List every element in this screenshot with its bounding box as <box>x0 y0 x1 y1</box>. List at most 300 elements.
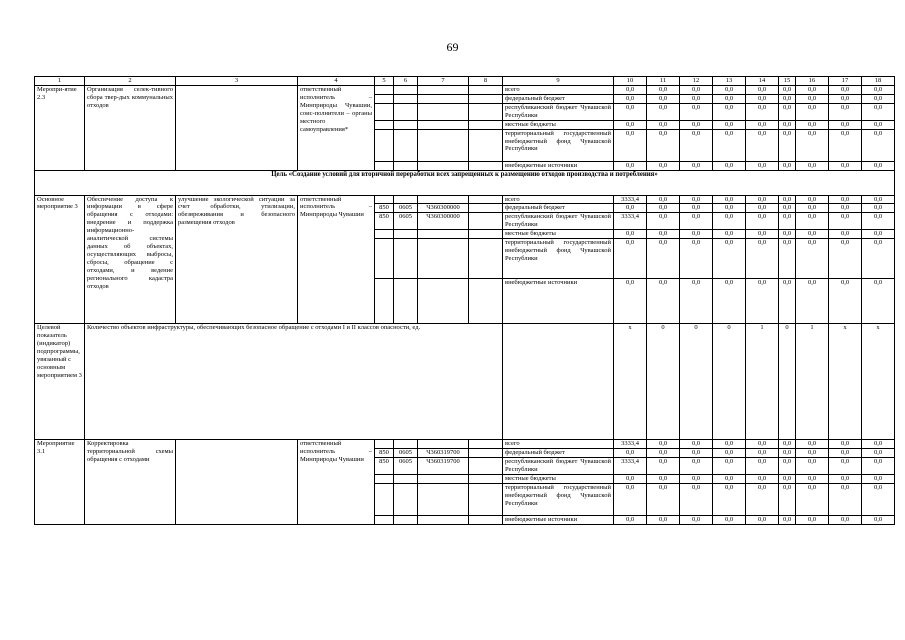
value-cell: 0,0 <box>680 129 713 161</box>
column-header: 15 <box>779 77 796 86</box>
value-cell: 0,0 <box>746 457 779 474</box>
funding-source: местные бюджеты <box>503 120 614 129</box>
value-cell: 0,0 <box>614 515 647 524</box>
value-cell: 0,0 <box>746 103 779 120</box>
code-cell <box>469 515 503 524</box>
value-cell: 0,0 <box>680 195 713 204</box>
value-cell: 0,0 <box>796 279 829 324</box>
value-cell: 0,0 <box>862 120 895 129</box>
code-cell: 850 <box>375 449 394 458</box>
code-cell <box>469 457 503 474</box>
column-header: 14 <box>746 77 779 86</box>
code-cell <box>375 195 394 204</box>
code-cell <box>469 204 503 213</box>
value-cell: 0,0 <box>713 474 746 483</box>
value-cell: 0,0 <box>680 440 713 449</box>
code-cell <box>418 86 469 95</box>
value-cell: 0,0 <box>829 279 862 324</box>
value-cell: 0,0 <box>862 129 895 161</box>
funding-source: местные бюджеты <box>503 474 614 483</box>
value-cell: 0,0 <box>647 474 680 483</box>
value-cell: 0,0 <box>829 515 862 524</box>
code-cell <box>394 239 418 279</box>
column-header: 7 <box>418 77 469 86</box>
funding-source: федеральный бюджет <box>503 449 614 458</box>
value-cell: 0,0 <box>796 195 829 204</box>
code-cell <box>394 103 418 120</box>
code-cell: Ч360300000 <box>418 213 469 230</box>
value-cell: 0,0 <box>779 279 796 324</box>
executor: ответственный исполнитель – Минприроды Чувашии <box>298 195 375 324</box>
value-cell: 0,0 <box>713 440 746 449</box>
value-cell: 0,0 <box>862 239 895 279</box>
value-cell: 0,0 <box>746 120 779 129</box>
value-cell: 0,0 <box>779 94 796 103</box>
value-cell: 0,0 <box>713 213 746 230</box>
table-body <box>35 77 895 525</box>
value-cell: 0,0 <box>647 129 680 161</box>
value-cell: 0,0 <box>614 483 647 515</box>
value-cell: 0,0 <box>614 230 647 239</box>
value-cell: 0,0 <box>862 86 895 95</box>
value-cell: 0,0 <box>713 195 746 204</box>
value-cell: 0,0 <box>614 94 647 103</box>
code-cell <box>394 515 418 524</box>
value-cell: 0,0 <box>829 94 862 103</box>
funding-source: республиканский бюджет Чувашской Республики <box>503 103 614 120</box>
code-cell <box>418 515 469 524</box>
value-cell: 0,0 <box>680 474 713 483</box>
value-cell: 0,0 <box>779 230 796 239</box>
code-cell <box>469 239 503 279</box>
code-cell: 0605 <box>394 213 418 230</box>
value-cell: 0,0 <box>779 103 796 120</box>
value-cell: 0,0 <box>779 449 796 458</box>
value-cell: 0,0 <box>862 440 895 449</box>
value-cell: 0,0 <box>713 129 746 161</box>
value-cell: 0,0 <box>713 449 746 458</box>
funding-source: всего <box>503 86 614 95</box>
value-cell: 0,0 <box>713 86 746 95</box>
value-cell: 0,0 <box>796 457 829 474</box>
event-name: Основное мероприятие 3 <box>35 195 85 324</box>
event-name: Мероприятие 3.1 <box>35 440 85 525</box>
code-cell <box>375 440 394 449</box>
code-cell <box>375 279 394 324</box>
code-cell <box>394 279 418 324</box>
value-cell: 0,0 <box>829 204 862 213</box>
value-cell: 0,0 <box>746 129 779 161</box>
code-cell <box>418 120 469 129</box>
event-description: Организация селек-тивного сбора твер-дых коммунальных отходов <box>85 86 176 171</box>
value-cell: 0,0 <box>680 483 713 515</box>
value-cell: 0,0 <box>614 86 647 95</box>
value-cell: 0,0 <box>713 515 746 524</box>
code-cell <box>375 94 394 103</box>
column-header: 4 <box>298 77 375 86</box>
code-cell <box>394 86 418 95</box>
value-cell: 0,0 <box>779 483 796 515</box>
indicator-value: x <box>829 324 862 440</box>
code-cell <box>469 230 503 239</box>
value-cell: 0,0 <box>713 161 746 170</box>
code-cell <box>469 279 503 324</box>
code-cell <box>469 440 503 449</box>
value-cell: 0,0 <box>829 129 862 161</box>
value-cell: 0,0 <box>647 279 680 324</box>
code-cell <box>375 239 394 279</box>
value-cell: 0,0 <box>779 195 796 204</box>
code-cell <box>375 129 394 161</box>
funding-source: всего <box>503 195 614 204</box>
value-cell: 0,0 <box>796 86 829 95</box>
value-cell: 0,0 <box>862 483 895 515</box>
value-cell: 0,0 <box>862 474 895 483</box>
value-cell: 0,0 <box>829 483 862 515</box>
value-cell: 0,0 <box>796 483 829 515</box>
value-cell: 0,0 <box>779 239 796 279</box>
code-cell <box>418 239 469 279</box>
code-cell <box>469 483 503 515</box>
value-cell: 0,0 <box>647 86 680 95</box>
code-cell <box>469 86 503 95</box>
indicator-label: Целевой показатель (индикатор) подпрограммы, увязанный с основным мероприятием 3 <box>35 324 85 440</box>
code-cell <box>394 94 418 103</box>
code-cell <box>394 440 418 449</box>
code-cell <box>375 86 394 95</box>
indicator-value: x <box>862 324 895 440</box>
value-cell: 0,0 <box>779 161 796 170</box>
code-cell <box>469 195 503 204</box>
event-result: улучшение экологической ситуации за счет обработки, утилизации, обезвреживания и безопасного размещения отходов <box>176 195 298 324</box>
code-cell <box>469 161 503 170</box>
value-cell: 0,0 <box>779 204 796 213</box>
value-cell: 0,0 <box>796 230 829 239</box>
value-cell: 0,0 <box>796 515 829 524</box>
value-cell: 0,0 <box>796 239 829 279</box>
value-cell: 0,0 <box>862 94 895 103</box>
column-header: 1 <box>35 77 85 86</box>
value-cell: 0,0 <box>647 94 680 103</box>
column-header: 10 <box>614 77 647 86</box>
value-cell: 0,0 <box>829 161 862 170</box>
value-cell: 0,0 <box>796 213 829 230</box>
code-cell <box>394 195 418 204</box>
value-cell: 0,0 <box>647 515 680 524</box>
value-cell: 0,0 <box>746 279 779 324</box>
code-cell <box>469 120 503 129</box>
page-number: 69 <box>446 40 459 54</box>
value-cell: 3333,4 <box>614 195 647 204</box>
column-header: 18 <box>862 77 895 86</box>
value-cell: 0,0 <box>647 239 680 279</box>
value-cell: 0,0 <box>746 515 779 524</box>
value-cell: 0,0 <box>713 279 746 324</box>
value-cell: 0,0 <box>614 120 647 129</box>
code-cell <box>418 483 469 515</box>
column-header: 16 <box>796 77 829 86</box>
value-cell: 0,0 <box>796 120 829 129</box>
value-cell: 0,0 <box>829 239 862 279</box>
value-cell: 0,0 <box>829 449 862 458</box>
column-header: 5 <box>375 77 394 86</box>
value-cell: 0,0 <box>680 161 713 170</box>
code-cell <box>418 440 469 449</box>
value-cell: 0,0 <box>829 120 862 129</box>
value-cell: 0,0 <box>796 474 829 483</box>
event-description: Обеспечение доступа к информации в сфере обращения с отходами: внедрение и поддержка информационно-аналитической системы данных об объектах, осуществляющих выбросы, сбросы, обращение с отходами, и ведение регионального кадастра отходов <box>85 195 176 324</box>
code-cell: 0605 <box>394 449 418 458</box>
value-cell: 0,0 <box>746 86 779 95</box>
code-cell <box>375 161 394 170</box>
value-cell: 0,0 <box>779 440 796 449</box>
value-cell: 0,0 <box>680 120 713 129</box>
value-cell: 0,0 <box>614 449 647 458</box>
funding-row <box>35 86 895 95</box>
funding-source: федеральный бюджет <box>503 94 614 103</box>
value-cell: 0,0 <box>680 94 713 103</box>
code-cell <box>394 161 418 170</box>
code-cell: 0605 <box>394 457 418 474</box>
column-header: 11 <box>647 77 680 86</box>
code-cell <box>418 195 469 204</box>
code-cell <box>418 103 469 120</box>
funding-source: всего <box>503 440 614 449</box>
funding-source: внебюджетные источники <box>503 161 614 170</box>
value-cell: 0,0 <box>647 120 680 129</box>
value-cell: 0,0 <box>614 239 647 279</box>
value-cell: 0,0 <box>713 483 746 515</box>
code-cell <box>469 449 503 458</box>
column-header: 17 <box>829 77 862 86</box>
column-header: 13 <box>713 77 746 86</box>
value-cell: 0,0 <box>829 213 862 230</box>
code-cell <box>375 120 394 129</box>
value-cell: 0,0 <box>680 449 713 458</box>
code-cell <box>375 483 394 515</box>
value-cell: 0,0 <box>647 195 680 204</box>
value-cell: 0,0 <box>796 449 829 458</box>
funding-source: республиканский бюджет Чувашской Республики <box>503 213 614 230</box>
column-header: 8 <box>469 77 503 86</box>
code-cell: 850 <box>375 204 394 213</box>
value-cell: 0,0 <box>862 161 895 170</box>
executor: ответственный исполнитель – Минприроды Чувашии, соис-полнители – органы местного самоуправления* <box>298 86 375 171</box>
column-header: 2 <box>85 77 176 86</box>
value-cell: 0,0 <box>713 230 746 239</box>
funding-source: территориальный государственный внебюджетный фонд Чувашской Республики <box>503 483 614 515</box>
value-cell: 0,0 <box>829 195 862 204</box>
value-cell: 0,0 <box>862 103 895 120</box>
value-cell: 0,0 <box>746 230 779 239</box>
indicator-source: x <box>614 324 647 440</box>
code-cell <box>394 120 418 129</box>
code-cell <box>469 474 503 483</box>
value-cell: 0,0 <box>614 279 647 324</box>
table-cell <box>503 324 614 440</box>
indicator-value: 0 <box>647 324 680 440</box>
code-cell <box>418 279 469 324</box>
value-cell: 0,0 <box>647 457 680 474</box>
value-cell: 0,0 <box>647 483 680 515</box>
event-result <box>176 86 298 171</box>
value-cell: 3333,4 <box>614 440 647 449</box>
code-cell <box>418 230 469 239</box>
value-cell: 0,0 <box>614 129 647 161</box>
value-cell: 0,0 <box>746 483 779 515</box>
code-cell <box>375 103 394 120</box>
value-cell: 0,0 <box>713 204 746 213</box>
value-cell: 0,0 <box>862 515 895 524</box>
value-cell: 0,0 <box>796 94 829 103</box>
value-cell: 0,0 <box>647 449 680 458</box>
value-cell: 0,0 <box>647 103 680 120</box>
value-cell: 0,0 <box>680 204 713 213</box>
indicator-value: 0 <box>779 324 796 440</box>
code-cell: Ч360319700 <box>418 457 469 474</box>
value-cell: 0,0 <box>647 161 680 170</box>
value-cell: 0,0 <box>680 515 713 524</box>
value-cell: 0,0 <box>713 94 746 103</box>
code-cell <box>418 94 469 103</box>
code-cell: 0605 <box>394 204 418 213</box>
indicator-value: 1 <box>796 324 829 440</box>
indicator-row <box>35 324 895 440</box>
code-cell <box>418 129 469 161</box>
value-cell: 0,0 <box>779 457 796 474</box>
code-cell <box>418 474 469 483</box>
value-cell: 0,0 <box>746 94 779 103</box>
column-header: 9 <box>503 77 614 86</box>
code-cell <box>375 230 394 239</box>
code-cell <box>469 213 503 230</box>
value-cell: 0,0 <box>862 449 895 458</box>
value-cell: 0,0 <box>829 103 862 120</box>
value-cell: 0,0 <box>680 86 713 95</box>
value-cell: 0,0 <box>779 129 796 161</box>
funding-source: федеральный бюджет <box>503 204 614 213</box>
code-cell <box>375 515 394 524</box>
indicator-value: 1 <box>746 324 779 440</box>
goal-title: Цель «Создание условий для вторичной переработки всех запрещенных к размещению отходов производства и потребления» <box>35 170 895 195</box>
value-cell: 0,0 <box>647 440 680 449</box>
goal-row <box>35 170 895 195</box>
code-cell <box>394 230 418 239</box>
value-cell: 0,0 <box>746 239 779 279</box>
code-cell <box>469 129 503 161</box>
column-header: 3 <box>176 77 298 86</box>
indicator-value: 0 <box>680 324 713 440</box>
value-cell: 0,0 <box>713 120 746 129</box>
code-cell <box>375 474 394 483</box>
value-cell: 0,0 <box>796 204 829 213</box>
value-cell: 0,0 <box>713 457 746 474</box>
code-cell: Ч360319700 <box>418 449 469 458</box>
code-cell <box>469 94 503 103</box>
value-cell: 0,0 <box>829 474 862 483</box>
code-cell <box>418 161 469 170</box>
value-cell: 0,0 <box>862 204 895 213</box>
value-cell: 0,0 <box>746 474 779 483</box>
value-cell: 0,0 <box>647 213 680 230</box>
value-cell: 0,0 <box>746 204 779 213</box>
value-cell: 0,0 <box>829 230 862 239</box>
value-cell: 0,0 <box>779 474 796 483</box>
value-cell: 0,0 <box>680 103 713 120</box>
value-cell: 0,0 <box>713 103 746 120</box>
funding-source: местные бюджеты <box>503 230 614 239</box>
column-header: 6 <box>394 77 418 86</box>
value-cell: 0,0 <box>614 161 647 170</box>
value-cell: 0,0 <box>829 86 862 95</box>
value-cell: 0,0 <box>746 195 779 204</box>
value-cell: 0,0 <box>779 213 796 230</box>
executor: ответственный исполнитель – Минприроды Чувашии <box>298 440 375 525</box>
value-cell: 0,0 <box>680 213 713 230</box>
indicator-value: 0 <box>713 324 746 440</box>
value-cell: 0,0 <box>614 103 647 120</box>
value-cell: 0,0 <box>796 161 829 170</box>
value-cell: 0,0 <box>796 440 829 449</box>
funding-source: внебюджетные источники <box>503 279 614 324</box>
funding-row <box>35 440 895 449</box>
value-cell: 0,0 <box>862 195 895 204</box>
indicator-text: Количество объектов инфраструктуры, обеспечивающих безопасное обращение с отходами I и II классов опасности, ед. <box>85 324 503 440</box>
value-cell: 0,0 <box>829 457 862 474</box>
event-description: Корректировка территориальной схемы обращения с отходами <box>85 440 176 525</box>
code-cell: 850 <box>375 213 394 230</box>
value-cell: 0,0 <box>680 239 713 279</box>
funding-source: территориальный государственный внебюджетный фонд Чувашской Республики <box>503 129 614 161</box>
value-cell: 0,0 <box>862 457 895 474</box>
code-cell <box>394 129 418 161</box>
value-cell: 0,0 <box>862 279 895 324</box>
value-cell: 0,0 <box>680 279 713 324</box>
value-cell: 0,0 <box>779 120 796 129</box>
value-cell: 0,0 <box>614 474 647 483</box>
value-cell: 0,0 <box>713 239 746 279</box>
code-cell <box>394 474 418 483</box>
value-cell: 0,0 <box>746 440 779 449</box>
value-cell: 3333,4 <box>614 213 647 230</box>
column-header: 12 <box>680 77 713 86</box>
program-table <box>34 76 895 525</box>
code-cell: 850 <box>375 457 394 474</box>
event-name: Меропри-ятие 2.3 <box>35 86 85 171</box>
funding-source: республиканский бюджет Чувашской Республики <box>503 457 614 474</box>
event-result <box>176 440 298 525</box>
value-cell: 0,0 <box>829 440 862 449</box>
value-cell: 0,0 <box>647 204 680 213</box>
value-cell: 0,0 <box>614 204 647 213</box>
value-cell: 0,0 <box>680 230 713 239</box>
value-cell: 0,0 <box>862 213 895 230</box>
value-cell: 0,0 <box>779 86 796 95</box>
value-cell: 0,0 <box>746 449 779 458</box>
value-cell: 0,0 <box>746 213 779 230</box>
value-cell: 3333,4 <box>614 457 647 474</box>
funding-source: внебюджетные источники <box>503 515 614 524</box>
value-cell: 0,0 <box>680 457 713 474</box>
code-cell <box>469 103 503 120</box>
code-cell: Ч360300000 <box>418 204 469 213</box>
header-row <box>35 77 895 86</box>
funding-row <box>35 195 895 204</box>
funding-source: территориальный государственный внебюджетный фонд Чувашской Республики <box>503 239 614 279</box>
value-cell: 0,0 <box>862 230 895 239</box>
value-cell: 0,0 <box>779 515 796 524</box>
code-cell <box>394 483 418 515</box>
